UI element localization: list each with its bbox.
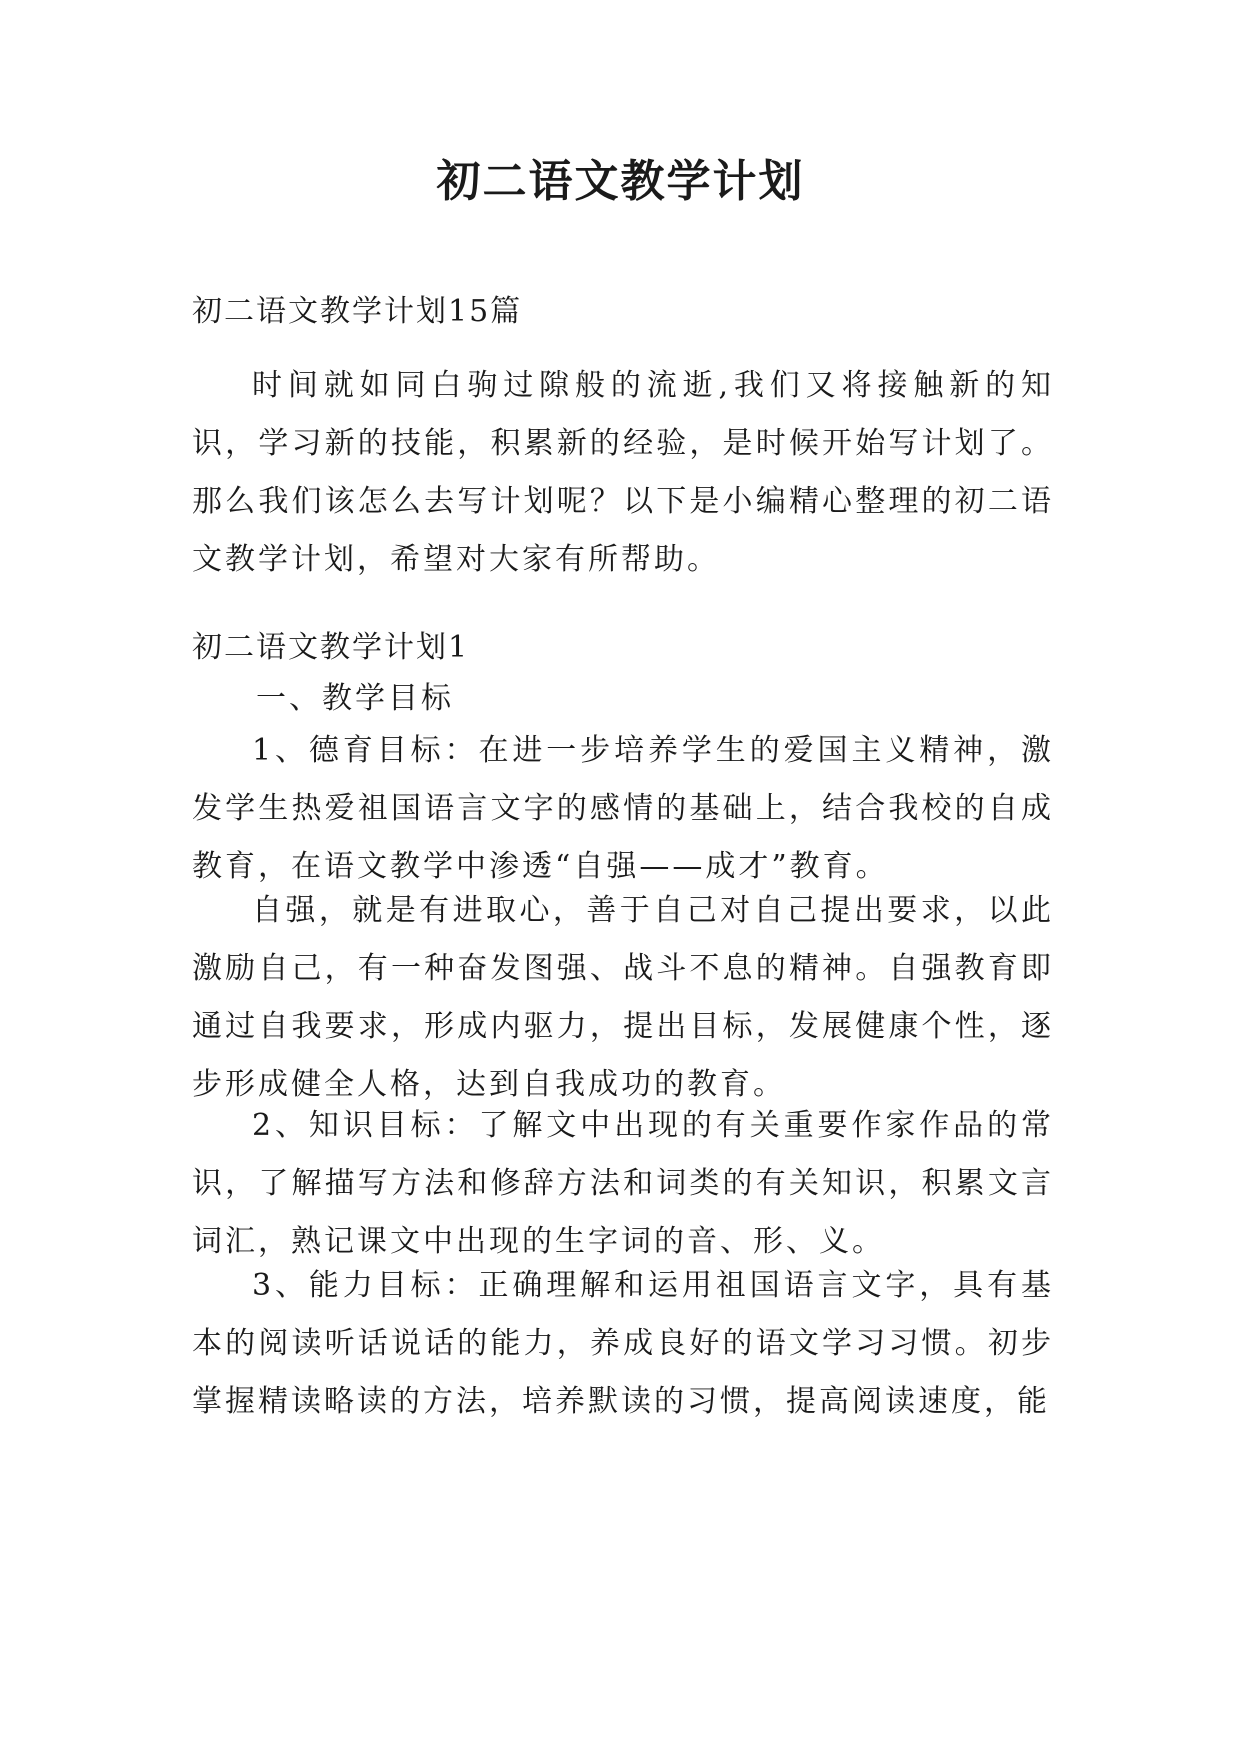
section-heading-teaching-goals: 一、教学目标 [256, 681, 454, 716]
document-subtitle: 初二语文教学计划15篇 [192, 294, 523, 329]
paragraph-moral-goal: 1、德育目标：在进一步培养学生的爱国主义精神，激发学生热爱祖国语言文字的感情的基础上，结合我校的自成教育，在语文教学中渗透“自强——成才”教育。 [192, 733, 1054, 884]
paragraph-knowledge-goal: 2、知识目标：了解文中出现的有关重要作家作品的常识，了解描写方法和修辞方法和词类的有关知识，积累文言词汇，熟记课文中出现的生字词的音、形、义。 [192, 1108, 1054, 1259]
document-title: 初二语文教学计划 [436, 156, 805, 207]
intro-paragraph: 时间就如同白驹过隙般的流逝,我们又将接触新的知识，学习新的技能，积累新的经验，是时候开始写计划了。那么我们该怎么去写计划呢？以下是小编精心整理的初二语文教学计划，希望对大家有所帮助。 [192, 368, 1054, 577]
paragraph-self-strengthening: 自强，就是有进取心，善于自己对自己提出要求，以此激励自己，有一种奋发图强、战斗不息的精神。自强教育即通过自我要求，形成内驱力，提出目标，发展健康个性，逐步形成健全人格，达到自我成功的教育。 [192, 893, 1054, 1102]
paragraph-ability-goal: 3、能力目标：正确理解和运用祖国语言文字，具有基本的阅读听话说话的能力，养成良好的语文学习习惯。初步掌握精读略读的方法，培养默读的习惯，提高阅读速度，能 [192, 1268, 1054, 1419]
section-title: 初二语文教学计划1 [192, 630, 470, 665]
